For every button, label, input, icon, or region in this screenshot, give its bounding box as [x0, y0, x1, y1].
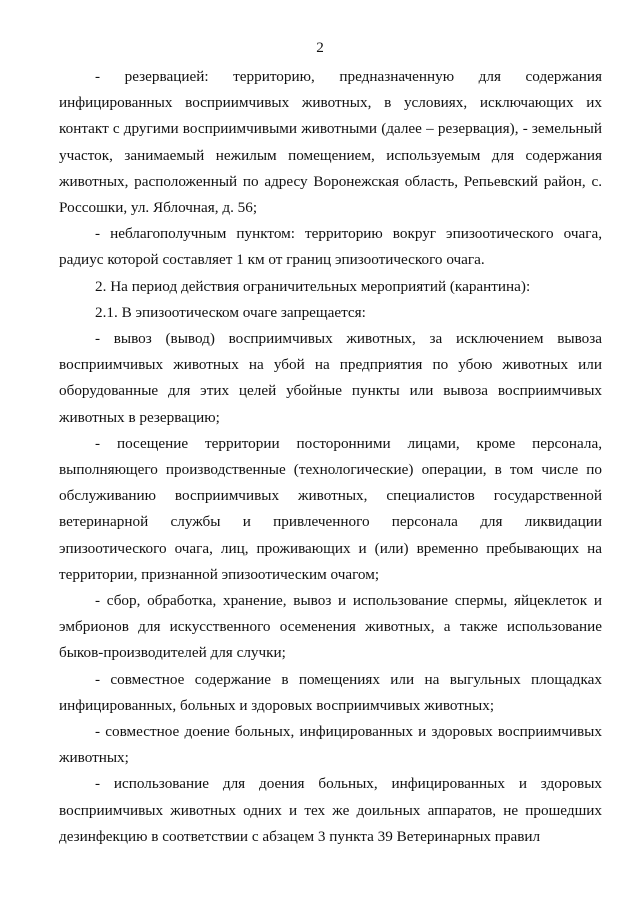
paragraph-section-2-1: 2.1. В эпизоотическом очаге запрещается: [95, 303, 366, 321]
paragraph-reservation-definition: - резервацией: территорию, предназначенную для содержания инфицированных восприимчивых животных, в условиях, исключающих их контакт с другими восприимчивыми животными (далее – резервация), - земельный участок, занимаемый нежилым помещением, используемым для содержания животных, расположенный по адресу Воронежская область, Репьевский район, с. Россошки, ул. Яблочная, д. 56; [59, 68, 602, 217]
page-number: 2 [316, 39, 324, 56]
paragraph-ban-milking-equipment: - использование для доения больных, инфицированных и здоровых восприимчивых животных одних и тех же доильных аппаратов, не прошедших дезинфекцию в соответствии с абзацем 3 пункта 39 Ветеринарных правил [59, 775, 602, 845]
document-body [59, 64, 602, 850]
paragraph-ban-joint-milking: - совместное доение больных, инфицированных и здоровых восприимчивых животных; [59, 723, 602, 767]
paragraph-ban-visits: - посещение территории посторонними лицами, кроме персонала, выполняющего производственные (технологические) операции, в том числе по обслуживанию восприимчивых животных, специалистов государственной ветеринарной службы и привлеченного персонала для ликвидации эпизоотического очага, лиц, проживающих и (или) временно пребывающих на территории, признанной эпизоотическим очагом; [59, 434, 602, 583]
paragraph-ban-joint-keeping: - совместное содержание в помещениях или на выгульных площадках инфицированных, больных и здоровых восприимчивых животных; [59, 670, 602, 714]
paragraph-unfavorable-point-definition: - неблагополучным пунктом: территорию вокруг эпизоотического очага, радиус которой составляет 1 км от границ эпизоотического очага. [59, 225, 602, 269]
paragraph-ban-semen: - сбор, обработка, хранение, вывоз и использование спермы, яйцеклеток и эмбрионов для искусственного осеменения животных, а также использование быков-производителей для случки; [59, 592, 602, 662]
paragraph-section-2: 2. На период действия ограничительных мероприятий (карантина): [95, 277, 531, 295]
paragraph-ban-removal: - вывоз (вывод) восприимчивых животных, за исключением вывоза восприимчивых животных на убой на предприятия по убою животных или оборудованные для этих целей убойные пункты или вывоза восприимчивых животных в резервацию; [59, 330, 602, 426]
